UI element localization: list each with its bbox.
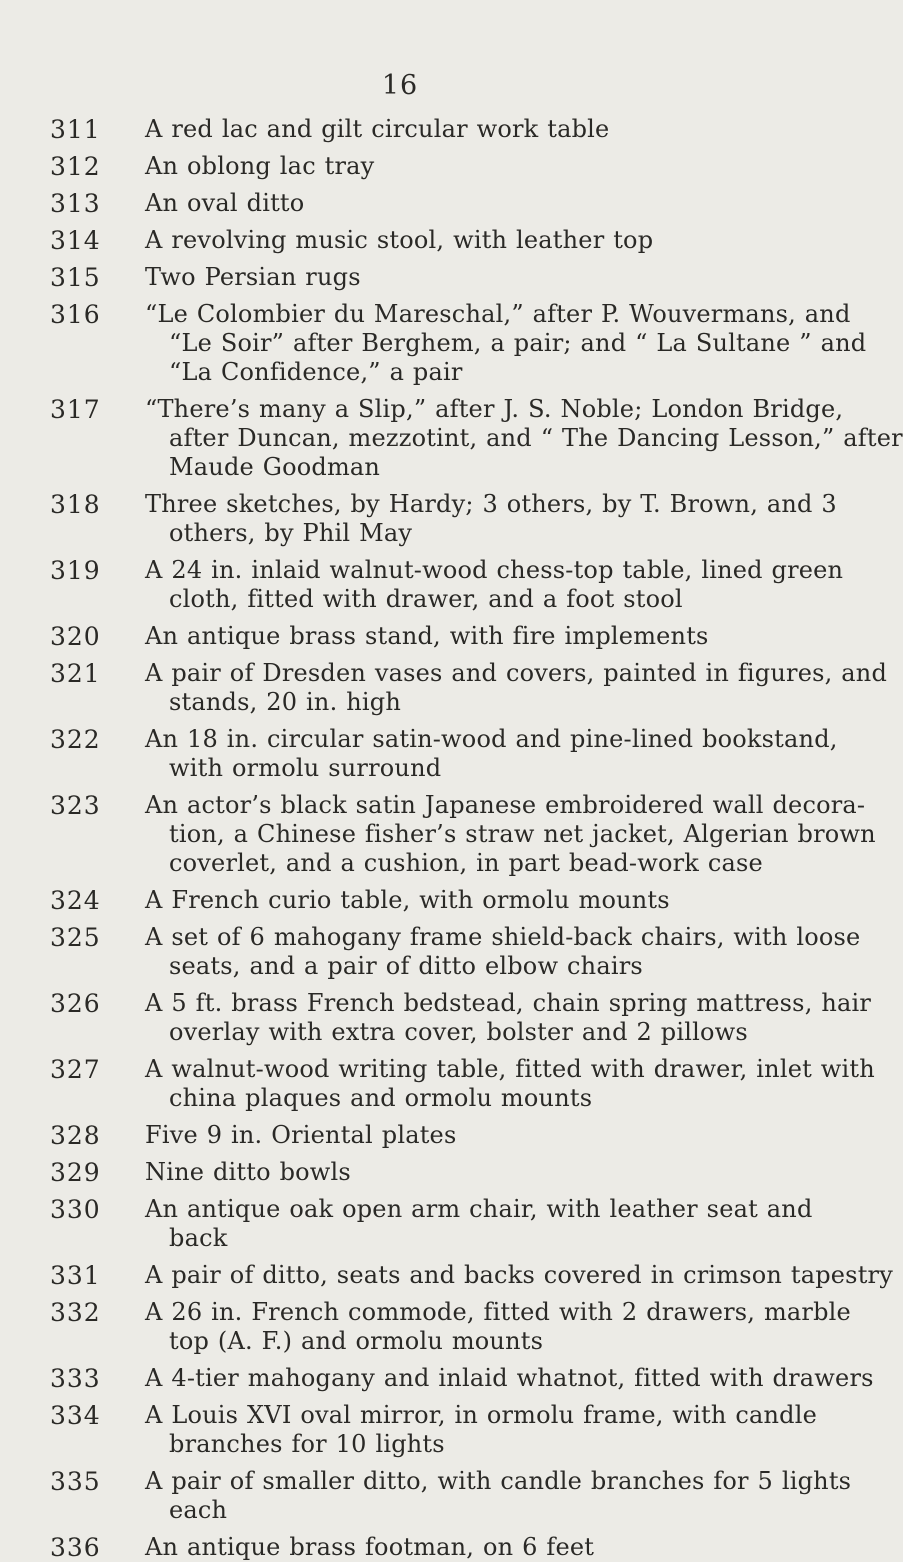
- lot-description-line: A set of 6 mahogany frame shield-back chairs, with loose: [145, 923, 861, 951]
- lot-description-line: A walnut-wood writing table, fitted with drawer, inlet with: [145, 1055, 875, 1083]
- lot-description: [145, 1298, 851, 1356]
- lot-description: [145, 989, 872, 1047]
- lot-number: 333: [50, 1364, 101, 1393]
- lot-description-line: Maude Goodman: [169, 453, 381, 481]
- lot-description-line: A French curio table, with ormolu mounts: [145, 886, 670, 914]
- lot-description-line: An oblong lac tray: [145, 152, 375, 180]
- lot-description-line: A Louis XVI oval mirror, in ormolu frame, with candle: [145, 1401, 818, 1429]
- lot-description: [145, 1533, 775, 1562]
- lot-description: [145, 1261, 893, 1290]
- lot-description: [145, 556, 844, 614]
- lot-number: 323: [50, 791, 101, 820]
- lot-description: [145, 300, 867, 387]
- lot-description-line: A pair of ditto, seats and backs covered in crimson tapestry: [145, 1261, 893, 1289]
- lot-number: 314: [50, 226, 101, 255]
- lot-description: [145, 1401, 818, 1459]
- lot-number: 326: [50, 989, 101, 1018]
- lot-description-line: “Le Colombier du Mareschal,” after P. Wouvermans, and: [145, 300, 851, 328]
- lot-description-line: overlay with extra cover, bolster and 2 pillows: [169, 1018, 748, 1046]
- lot-description-line: others, by Phil May: [169, 519, 413, 547]
- lot-number: 318: [50, 490, 101, 519]
- lot-description: [145, 490, 837, 548]
- lot-description-line: “La Confidence,” a pair: [169, 358, 463, 386]
- lot-description: [145, 886, 775, 915]
- lot-description-line: back: [169, 1224, 228, 1252]
- lot-number: 331: [50, 1261, 101, 1290]
- lot-number: 330: [50, 1195, 101, 1224]
- lot-description: [145, 1195, 813, 1253]
- lot-description-line: A pair of smaller ditto, with candle branches for 5 lights: [145, 1467, 852, 1495]
- lot-description-line: An antique brass footman, on 6 feet: [145, 1533, 595, 1561]
- lot-description: [145, 659, 888, 717]
- lot-number: 335: [50, 1467, 101, 1496]
- lot-description-line: A red lac and gilt circular work table: [145, 115, 610, 143]
- lot-description-line: A revolving music stool, with leather top: [145, 226, 654, 254]
- lot-number: 312: [50, 152, 101, 181]
- lot-description: [145, 1158, 775, 1187]
- lot-number: 324: [50, 886, 101, 915]
- lot-number: 327: [50, 1055, 101, 1084]
- lot-number: 336: [50, 1533, 101, 1562]
- lot-description-line: coverlet, and a cushion, in part bead-work case: [169, 849, 763, 877]
- page-number: 16: [381, 70, 419, 101]
- lot-description-line: A 26 in. French commode, fitted with 2 drawers, marble: [145, 1298, 851, 1326]
- lot-number: 325: [50, 923, 101, 952]
- lot-number: 328: [50, 1121, 101, 1150]
- lot-description-line: branches for 10 lights: [169, 1430, 445, 1458]
- lot-description-line: A pair of Dresden vases and covers, painted in figures, and: [145, 659, 888, 687]
- lot-number: 311: [50, 115, 101, 144]
- lot-description: [145, 226, 775, 255]
- lot-description-line: An actor’s black satin Japanese embroidered wall decora-: [145, 791, 866, 819]
- lot-description: [145, 152, 775, 181]
- lot-description: [145, 725, 838, 783]
- lot-description-line: A 5 ft. brass French bedstead, chain spring mattress, hair: [145, 989, 872, 1017]
- lot-description-line: An antique oak open arm chair, with leather seat and: [145, 1195, 813, 1223]
- lot-description-line: “Le Soir” after Berghem, a pair; and “ La Sultane ” and: [169, 329, 867, 357]
- lot-description: [145, 395, 903, 482]
- lot-number: 317: [50, 395, 101, 424]
- lot-description-line: top (A. F.) and ormolu mounts: [169, 1327, 544, 1355]
- lot-description-line: cloth, fitted with drawer, and a foot stool: [169, 585, 683, 613]
- lot-number: 319: [50, 556, 101, 585]
- lot-description-line: “There’s many a Slip,” after J. S. Noble; London Bridge,: [145, 395, 844, 423]
- lot-number: 321: [50, 659, 101, 688]
- lot-description: [145, 1467, 852, 1525]
- lot-number: 316: [50, 300, 101, 329]
- lot-description: [145, 263, 775, 292]
- lot-description-line: after Duncan, mezzotint, and “ The Dancing Lesson,” after: [169, 424, 903, 452]
- lot-description: [145, 622, 775, 651]
- lot-number: 332: [50, 1298, 101, 1327]
- lot-description-line: tion, a Chinese fisher’s straw net jacket, Algerian brown: [169, 820, 876, 848]
- lot-description: [145, 189, 775, 218]
- lot-description-line: stands, 20 in. high: [169, 688, 401, 716]
- lot-description-line: A 24 in. inlaid walnut-wood chess-top table, lined green: [145, 556, 844, 584]
- lot-number: 322: [50, 725, 101, 754]
- lot-description-line: An oval ditto: [145, 189, 305, 217]
- lot-description-line: Nine ditto bowls: [145, 1158, 351, 1186]
- lot-number: 334: [50, 1401, 101, 1430]
- lot-description-line: china plaques and ormolu mounts: [169, 1084, 593, 1112]
- lot-description-line: An antique brass stand, with fire implements: [145, 622, 709, 650]
- lot-description: [145, 1364, 874, 1393]
- lot-description: [145, 1055, 875, 1113]
- lot-number: 315: [50, 263, 101, 292]
- lot-description-line: An 18 in. circular satin-wood and pine-lined bookstand,: [145, 725, 838, 753]
- lot-description-line: with ormolu surround: [169, 754, 442, 782]
- lot-description-line: Two Persian rugs: [145, 263, 361, 291]
- lot-description: [145, 791, 876, 878]
- lot-number: 329: [50, 1158, 101, 1187]
- lot-description-line: A 4-tier mahogany and inlaid whatnot, fitted with drawers: [145, 1364, 874, 1392]
- lot-description-line: Five 9 in. Oriental plates: [145, 1121, 457, 1149]
- lot-description: [145, 115, 775, 144]
- lot-description: [145, 1121, 775, 1150]
- lot-description-line: Three sketches, by Hardy; 3 others, by T. Brown, and 3: [145, 490, 837, 518]
- lot-description-line: each: [169, 1496, 228, 1524]
- lot-description-line: seats, and a pair of ditto elbow chairs: [169, 952, 643, 980]
- lot-number: 313: [50, 189, 101, 218]
- lot-description: [145, 923, 861, 981]
- lot-number: 320: [50, 622, 101, 651]
